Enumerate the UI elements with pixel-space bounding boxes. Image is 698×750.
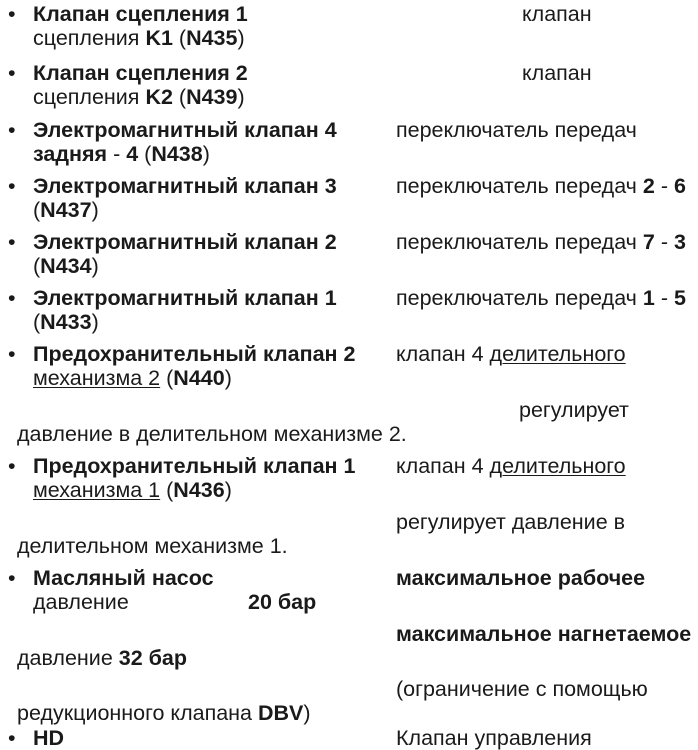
text-segment: клапан 4: [396, 342, 490, 366]
item-designation-line: [33, 367, 232, 389]
text-segment: (: [160, 366, 174, 390]
pressure-label: давление: [33, 590, 129, 614]
description-continuation: [17, 647, 187, 669]
underlined-text: механизма 1: [33, 478, 161, 502]
item-description: Клапан управления: [396, 726, 592, 750]
text-segment: (: [33, 198, 41, 222]
clutch-code: K2: [145, 85, 173, 109]
item-designation-line: [33, 86, 245, 108]
text-segment: (: [33, 254, 41, 278]
component-code: N440: [173, 366, 225, 390]
item-title: Электромагнитный клапан 2: [33, 230, 337, 254]
text-segment: -: [107, 142, 127, 166]
description-line: регулирует: [519, 398, 629, 422]
text-segment: ): [202, 142, 210, 166]
text-segment: ): [91, 310, 99, 334]
description-continuation: [17, 702, 311, 724]
gear-label: задняя: [33, 142, 108, 166]
clutch-code: K1: [145, 26, 173, 50]
item-title: Электромагнитный клапан 3: [33, 174, 337, 198]
item-description: максимальное рабочее: [396, 566, 646, 590]
item-description: переключатель передач: [396, 118, 637, 142]
underlined-text: делительного: [489, 454, 626, 478]
bullet-marker: •: [8, 118, 16, 142]
item-description: [396, 455, 626, 477]
text-segment: -: [654, 174, 674, 198]
item-title: Электромагнитный клапан 4: [33, 118, 337, 142]
text-segment: ): [237, 85, 245, 109]
gear-number: 3: [673, 230, 686, 254]
bullet-marker: •: [8, 566, 16, 590]
component-code: N435: [186, 26, 238, 50]
description-continuation: давление в делительном механизме 2.: [17, 422, 407, 446]
bullet-marker: •: [8, 726, 16, 750]
bullet-marker: •: [8, 454, 16, 478]
gear-number: 1: [642, 286, 655, 310]
item-designation-line: [33, 27, 245, 49]
item-designation-line: [33, 143, 210, 165]
component-code: N436: [173, 478, 225, 502]
item-title: Предохранительный клапан 1: [33, 454, 356, 478]
component-code: N433: [40, 310, 92, 334]
component-code: N434: [40, 254, 92, 278]
underlined-text: делительного: [489, 342, 626, 366]
component-code: DBV: [257, 701, 304, 725]
text-segment: редукционного клапана: [17, 701, 258, 725]
item-title: Масляный насос: [33, 566, 214, 590]
gear-number: 4: [126, 142, 139, 166]
working-pressure-value: 20 бар: [248, 590, 317, 614]
item-title: Электромагнитный клапан 1: [33, 286, 337, 310]
text-segment: (: [172, 26, 187, 50]
item-designation-line: [33, 255, 99, 277]
text-segment: ): [237, 26, 245, 50]
delivery-pressure-value: 32 бар: [118, 646, 188, 670]
gear-number: 6: [673, 174, 686, 198]
item-designation-line: [33, 199, 99, 221]
text-segment: -: [654, 286, 674, 310]
text-segment: сцепления: [33, 26, 146, 50]
text-segment: давление: [17, 646, 119, 670]
item-designation-line: [33, 311, 99, 333]
text-segment: клапан 4: [396, 454, 490, 478]
bullet-marker: •: [8, 61, 16, 85]
text-segment: переключатель передач: [396, 286, 643, 310]
text-segment: ): [91, 254, 99, 278]
text-segment: (: [172, 85, 187, 109]
component-code: N438: [151, 142, 203, 166]
text-segment: (: [160, 478, 174, 502]
text-segment: (: [33, 310, 41, 334]
text-segment: сцепления: [33, 85, 146, 109]
item-description: [396, 231, 686, 253]
description-line: максимальное нагнетаемое: [396, 622, 692, 646]
text-segment: ): [303, 701, 311, 725]
text-segment: ): [224, 478, 232, 502]
item-description: клапан: [522, 61, 592, 85]
text-segment: (: [138, 142, 152, 166]
component-code: N439: [186, 85, 238, 109]
text-segment: ): [224, 366, 232, 390]
item-description: [396, 175, 686, 197]
item-description: [396, 343, 626, 365]
gear-number: 2: [642, 174, 655, 198]
bullet-marker: •: [8, 230, 16, 254]
description-line: (ограничение с помощью: [396, 677, 648, 701]
underlined-text: механизма 2: [33, 366, 161, 390]
item-title: Предохранительный клапан 2: [33, 342, 356, 366]
item-title: Клапан сцепления 1: [33, 2, 248, 26]
description-continuation: делительном механизме 1.: [17, 534, 288, 558]
gear-number: 5: [673, 286, 686, 310]
item-description: клапан: [522, 2, 592, 26]
item-title: Клапан сцепления 2: [33, 61, 248, 85]
bullet-marker: •: [8, 2, 16, 26]
bullet-marker: •: [8, 174, 16, 198]
gear-number: 7: [642, 230, 655, 254]
item-description: [396, 287, 686, 309]
item-title: HD: [33, 726, 65, 750]
bullet-marker: •: [8, 286, 16, 310]
text-segment: переключатель передач: [396, 230, 643, 254]
text-segment: ): [91, 198, 99, 222]
item-designation-line: [33, 479, 232, 501]
component-code: N437: [40, 198, 92, 222]
text-segment: переключатель передач: [396, 174, 643, 198]
bullet-marker: •: [8, 342, 16, 366]
text-segment: -: [654, 230, 674, 254]
description-line: регулирует давление в: [396, 510, 626, 534]
